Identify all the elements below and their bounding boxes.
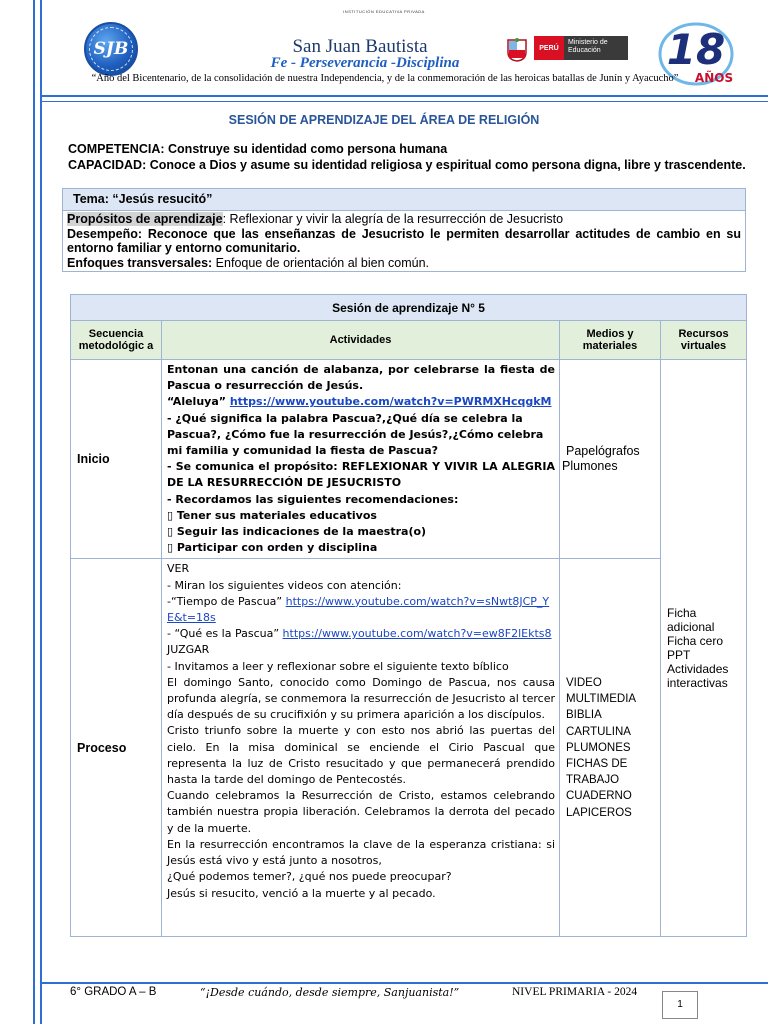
capacidad-text: Conoce a Dios y asume su identidad religiosa y espiritual como persona digna, libre y trascendente. [149,158,746,172]
material-item: FICHAS DE TRABAJO [566,758,628,787]
competencia-text: Construye su identidad como persona humana [168,142,448,156]
ver-label: VER [167,562,190,576]
page-number: 1 [662,991,698,1019]
recommendation-item: ▯ Tener sus materiales educativos [167,508,377,522]
header-actividades: Actividades [162,321,560,360]
bible-paragraph: Jesús si resucito, venció a la muerte y al pecado. [167,886,436,900]
video1-link[interactable]: https://www.youtube.com/watch?v=sNwt8JCP_YE&t=18s [167,594,550,625]
left-border-line [33,0,35,1024]
school-logo [84,22,138,76]
svg-text:AÑOS: AÑOS [694,71,734,85]
ministry-label: Ministerio de Educación [564,36,628,60]
footer-level: NIVEL PRIMARIA - 2024 [512,986,638,998]
material-item: CARTULINA [566,725,631,738]
resource-item: Actividades interactivas [667,662,729,691]
material-item: CUADERNO [566,790,632,803]
virtual-resources [661,360,747,937]
institution-label: INSTITUCIÓN EDUCATIVA PRIVADA [343,9,425,14]
material-item: MULTIMEDIA [566,693,637,706]
videos-intro: - Miran los siguientes videos con atención: [167,578,402,592]
material-item: LAPICEROS [566,806,632,819]
footer-slogan: “¡Desde cuándo, desde siempre, Sanjuanista!” [200,986,460,999]
bible-paragraph: En la resurrección encontramos la clave de la esperanza cristiana: si Jesús está vivo y está junto a nosotros, [167,837,555,868]
bible-paragraph: El domingo Santo, conocido como Domingo de Pascua, nos causa profunda alegría, se conmemora la resurrección de Jesucristo al tercer día después de su crucifixión y su primera aparición a los discípulos. [167,675,555,722]
section-title: SESIÓN DE APRENDIZAJE DEL ÁREA DE RELIGIÓN [228,113,540,127]
school-name: San Juan Bautista [292,36,428,57]
materials-inicio [560,360,661,559]
recommendation-item: ▯ Seguir las indicaciones de la maestra(o) [167,525,427,539]
material-item: Plumones [562,459,618,474]
video2-line [167,626,555,642]
footer-grade: 6° GRADO A – B [70,986,157,998]
svg-text:18: 18 [666,25,726,74]
stage-proceso: Proceso [71,559,162,937]
school-motto: Fe - Perseverancia -Disciplina [270,55,460,71]
purpose-line [67,212,741,227]
session-title: Sesión de aprendizaje N° 5 [71,295,747,321]
year-motto: “Año del Bicentenario, de la consolidación de nuestra Independencia, y de la conmemoración de las heroicas batallas de Junín y Ayacucho” [91,73,679,84]
cross-approach-line [67,256,741,271]
inicio-song [167,394,555,410]
resource-item: PPT [667,648,691,663]
header-recursos: Recursos virtuales [661,321,747,360]
video1-label: -“Tiempo de Pascua” [167,594,286,608]
bible-paragraph: Cristo triunfo sobre la muerte y con esto nos abrió las puertas del cielo. En la misa dominical se enciende el Cirio Pascual que representa la luz de Cristo resucitado y que permanecerá prendido hasta la tarde del domingo de Pentecostés. [167,724,555,787]
inicio-purpose: - Se comunica el propósito: REFLEXIONAR Y VIVIR LA ALEGRIA DE LA RESURRECCIÓN DE JESUCRISTO [167,460,555,490]
left-border-line-inner [40,0,42,1024]
purpose-label: Propósitos de aprendizaje [67,212,223,226]
song-link[interactable]: https://www.youtube.com/watch?v=PWRMXHcqgkM [229,395,552,409]
bible-paragraph: ¿Qué podemos temer?, ¿qué nos puede preocupar? [167,870,452,884]
inicio-line1: Entonan una canción de alabanza, por celebrarse la fiesta de Pascua o resurrección de Jesús. [167,363,555,393]
resource-item: Ficha cero [667,634,724,649]
stage-inicio: Inicio [71,360,162,559]
song-label: “Aleluya” [167,395,226,409]
competency-block [68,141,748,173]
topic-box [62,188,746,211]
capacidad-line [68,157,748,173]
material-item: BIBLIA [566,709,602,722]
resource-item: Ficha adicional [667,606,715,635]
material-item: PLUMONES [566,741,631,754]
materials-proceso [560,559,661,937]
header-divider [40,95,768,97]
inicio-questions: - ¿Qué significa la palabra Pascua?,¿Qué día se celebra la Pascua?, ¿Cómo fue la resurrección de Jesús?,¿Cómo celebra mi familia y comunidad la fiesta de Pascua? [167,411,544,458]
video2-link[interactable]: https://www.youtube.com/watch?v=ew8F2lEkts8 [282,627,552,641]
recommendation-item: ▯ Participar con orden y disciplina [167,541,378,555]
footer-divider [40,982,768,984]
header-medios: Medios y materiales [560,321,661,360]
purpose-box [62,211,746,272]
peru-coat-of-arms-icon [506,38,528,62]
capacidad-label: CAPACIDAD: [68,158,147,172]
video2-label: - “Qué es la Pascua” [167,627,283,641]
purpose-text: : Reflexionar y vivir la alegría de la resurrección de Jesucristo [222,212,564,226]
logo-text: SJB [93,39,129,59]
competencia-line [68,141,748,157]
cross-approach-text: Enfoque de orientación al bien común. [212,255,430,270]
juzgar-label: JUZGAR [167,643,210,657]
performance-text: Desempeño: Reconoce que las enseñanzas de Jesucristo le permiten desarrollar actitudes de cambio en su entorno familiar y entorno comunitario. [67,226,741,255]
inicio-recommend: - Recordamos las siguientes recomendaciones: [167,492,459,506]
peru-label: PERÚ [534,36,564,60]
activities-inicio [162,360,560,559]
bible-paragraph: Cuando celebramos la Resurrección de Cristo, estamos celebrando también nuestra propia liberación. Celebramos la derrota del pecado y de la muerte. [167,789,555,835]
header-secuencia: Secuencia metodológic a [71,321,162,360]
header-divider-2 [40,101,768,102]
cross-approach-label: Enfoques transversales: [67,255,213,270]
material-item: VIDEO [566,677,602,690]
material-item: Papelógrafos [566,444,640,459]
topic-text: Tema: “Jesús resucitó” [73,192,213,206]
reading-invite: - Invitamos a leer y reflexionar sobre el siguiente texto bíblico [167,659,509,673]
video1-line [167,594,555,626]
activities-proceso [162,559,560,937]
competencia-label: COMPETENCIA: [68,142,165,156]
session-table [70,294,747,937]
